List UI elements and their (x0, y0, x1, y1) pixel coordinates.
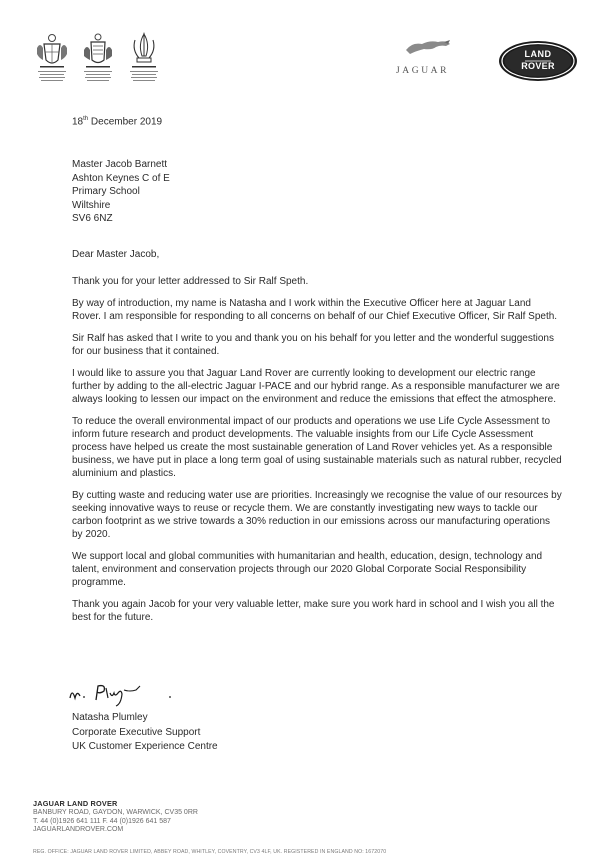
svg-text:LAND: LAND (524, 49, 552, 59)
body-paragraph: Sir Ralf has asked that I write to you and thank you on his behalf for you letter and the wonderful suggestions for our business that it contained. (72, 333, 554, 357)
duke-of-edinburgh-arms-icon (80, 30, 116, 90)
jaguar-leaper-icon (404, 38, 452, 56)
footer-company: JAGUAR LAND ROVER (33, 799, 118, 808)
address-line: SV6 6NZ (72, 213, 113, 225)
body-paragraph: To reduce the overall environmental impact of our products and operations we use Life Cycle Assessment to inform future research and product developments. The valuable insights from our Life Cycle Assessment process have helped us create the most sustainable generation of Land Rover vehicles yet. As a responsible business, we have put in place a long term goal of using sustainable materials such as natural rubber, recycled aluminium and plastics. (72, 416, 562, 479)
body-paragraph: By way of introduction, my name is Natasha and I work within the Executive Officer here at Jaguar Land Rover. I am responsible for responding to all concerns on behalf of our Chief Executive Officer, Sir Ralf Speth. (72, 298, 558, 322)
body-paragraph: Thank you for your letter addressed to Sir Ralf Speth. (72, 276, 309, 287)
royal-coat-of-arms-icon (34, 30, 70, 90)
address-line: Primary School (72, 186, 140, 198)
body-paragraph: I would like to assure you that Jaguar Land Rover are currently looking to development our electric range further by adding to the all-electric Jaguar I-PACE and our hybrid range. As a responsible manufacturer we are always looking to lessen our impact on the environment and reduce the emissions that effect the atmosphere. (72, 368, 560, 405)
letter-body (72, 275, 562, 633)
footer-website: JAGUARLANDROVER.COM (33, 826, 124, 834)
signatory-block (72, 711, 218, 755)
address-line: Wiltshire (72, 199, 111, 211)
footer-phone: T. 44 (0)1926 641 111 F. 44 (0)1926 641 587 (33, 817, 171, 825)
body-paragraph: Thank you again Jacob for your very valuable letter, make sure you work hard in school and I wish you all the best for the future. (72, 599, 555, 623)
handwritten-signature (66, 680, 186, 708)
jaguar-wordmark: JAGUAR (396, 66, 450, 76)
signatory-department: UK Customer Experience Centre (72, 741, 218, 752)
salutation: Dear Master Jacob, (72, 249, 160, 260)
body-paragraph: We support local and global communities with humanitarian and health, education, design, technology and talent, environment and conservation projects through our 2020 Global Corporate Social Responsibility programme. (72, 551, 543, 588)
royal-warrants (34, 30, 174, 92)
address-line: Master Jacob Barnett (72, 159, 168, 170)
recipient-address (72, 158, 170, 226)
footer-address: BANBURY ROAD, GAYDON, WARWICK, CV35 0RR (33, 808, 198, 816)
signatory-name: Natasha Plumley (72, 712, 148, 723)
land-rover-badge (498, 40, 578, 82)
svg-text:ROVER: ROVER (521, 61, 555, 71)
company-footer (33, 800, 198, 835)
letter-date: 18th December 2019 (72, 116, 163, 128)
registration-line: REG. OFFICE: JAGUAR LAND ROVER LIMITED, ABBEY ROAD, WHITLEY, COVENTRY, CV3 4LF, UK. REGISTERED IN ENGLAND NO: 1672070 (33, 849, 387, 855)
signatory-title: Corporate Executive Support (72, 726, 201, 738)
prince-of-wales-feathers-icon (126, 30, 162, 90)
body-paragraph: By cutting waste and reducing water use are priorities. Increasingly we recognise the value of our resources by seeking innovative ways to reuse or recycle them. We are constantly investigating new ways to tackle our carbon footprint as we strive towards a 30% reduction in our emissions across our manufacturing operations by 2020. (72, 490, 562, 540)
address-line: Ashton Keynes C of E (72, 172, 170, 184)
brand-logos (396, 36, 586, 86)
